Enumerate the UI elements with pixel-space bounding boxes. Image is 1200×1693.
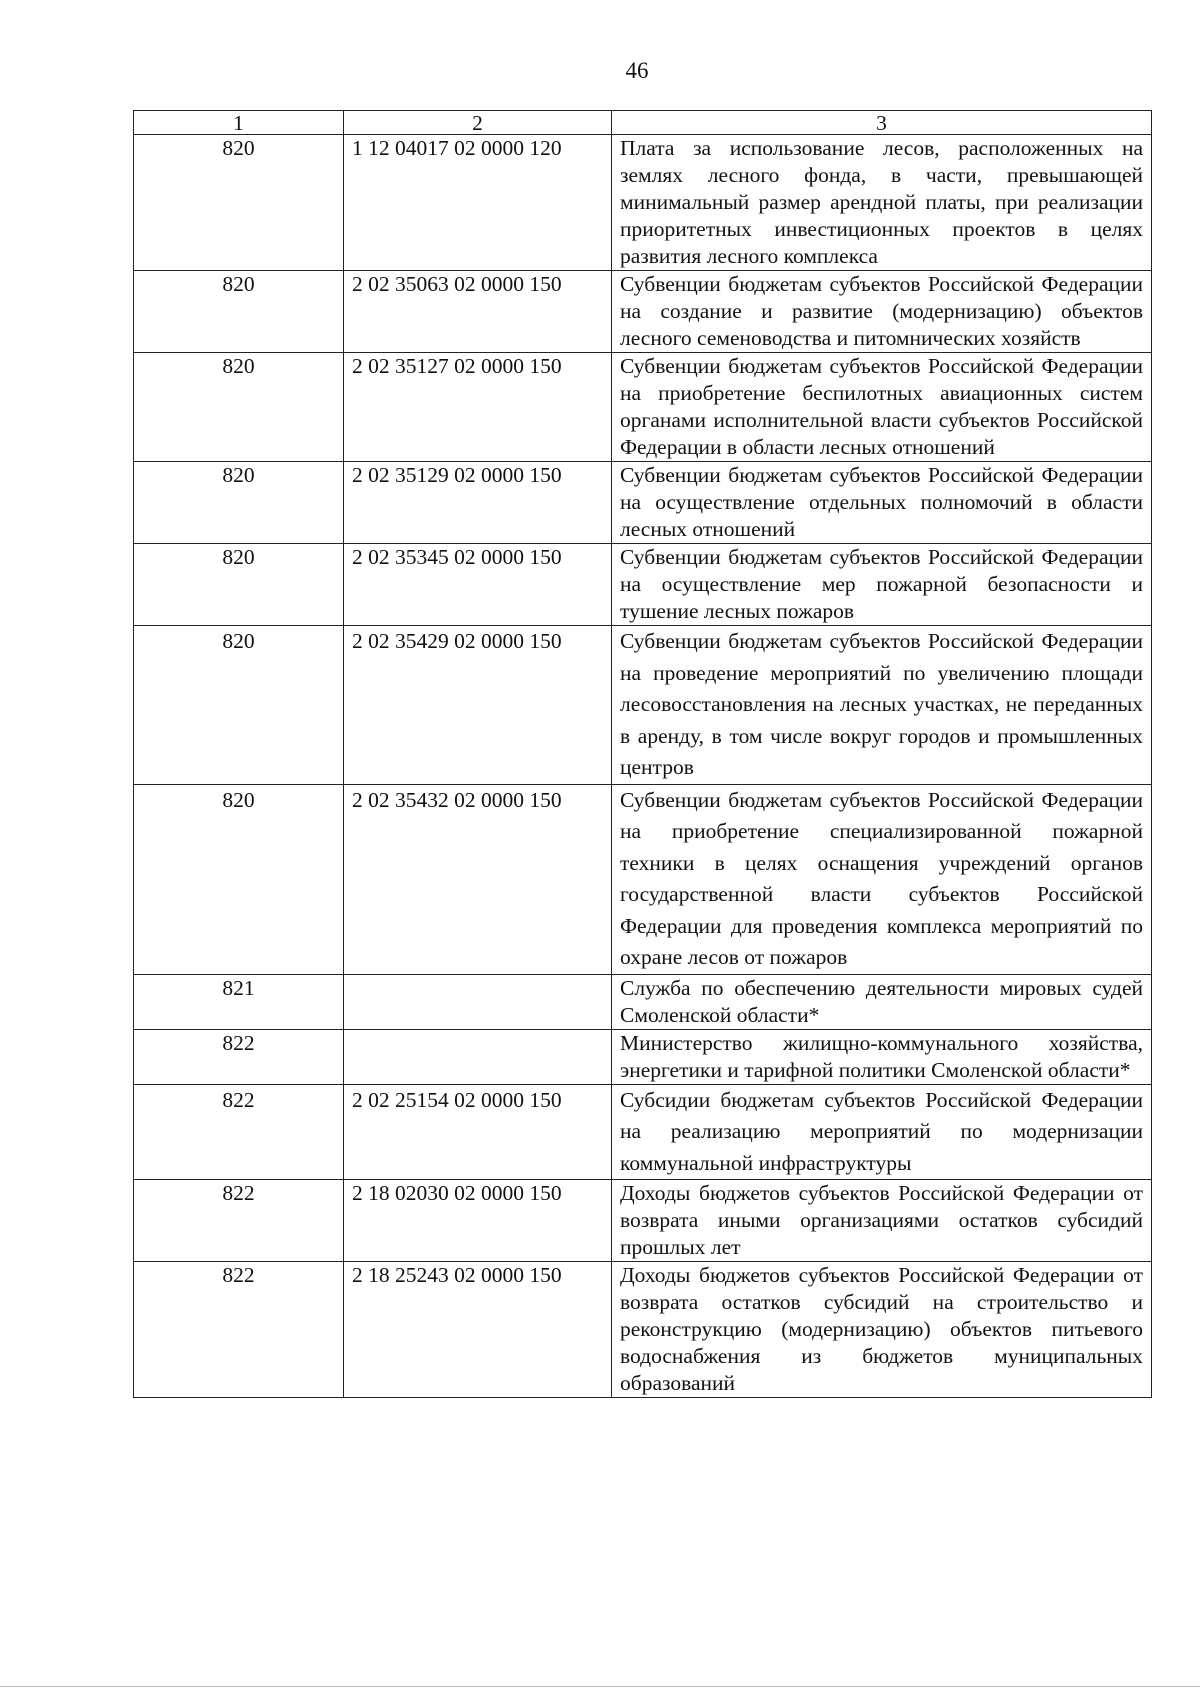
admin-code-cell: 821: [134, 974, 344, 1029]
description-cell: Министерство жилищно-коммунального хозяйства, энергетики и тарифной политики Смоленской области*: [612, 1029, 1152, 1084]
description-cell: Субсидии бюджетам субъектов Российской Федерации на реализацию мероприятий по модернизации коммунальной инфраструктуры: [612, 1084, 1152, 1180]
table-row: [134, 626, 1152, 785]
admin-code-cell: 820: [134, 544, 344, 626]
admin-code-cell: 820: [134, 784, 344, 974]
description-cell: Субвенции бюджетам субъектов Российской Федерации на осуществление мер пожарной безопасности и тушение лесных пожаров: [612, 544, 1152, 626]
table-row: [134, 271, 1152, 353]
admin-code-cell: 820: [134, 462, 344, 544]
description-cell: Субвенции бюджетам субъектов Российской Федерации на создание и развитие (модернизацию) объектов лесного семеноводства и питомнических хозяйств: [612, 271, 1152, 353]
revenue-code-cell: 2 02 35129 02 0000 150: [344, 462, 612, 544]
scan-edge-line: [0, 1686, 1200, 1687]
description-cell: Субвенции бюджетам субъектов Российской Федерации на приобретение специализированной пожарной техники в целях оснащения учреждений органов государственной власти субъектов Российской Федерации для проведения комплекса мероприятий по охране лесов от пожаров: [612, 784, 1152, 974]
revenue-code-cell: 1 12 04017 02 0000 120: [344, 135, 612, 271]
description-cell: Плата за использование лесов, расположенных на землях лесного фонда, в части, превышающей минимальный размер арендной платы, при реализации приоритетных инвестиционных проектов в целях развития лесного комплекса: [612, 135, 1152, 271]
table-row: [134, 1084, 1152, 1180]
revenue-code-cell: [344, 974, 612, 1029]
description-cell: Служба по обеспечению деятельности мировых судей Смоленской области*: [612, 974, 1152, 1029]
revenue-code-cell: 2 18 02030 02 0000 150: [344, 1180, 612, 1262]
revenue-code-cell: 2 02 35127 02 0000 150: [344, 353, 612, 462]
table-row: [134, 1262, 1152, 1398]
admin-code-cell: 822: [134, 1084, 344, 1180]
revenue-code-cell: 2 18 25243 02 0000 150: [344, 1262, 612, 1398]
table-row: [134, 1029, 1152, 1084]
table-row: [134, 353, 1152, 462]
table-row: [134, 462, 1152, 544]
revenue-code-cell: 2 02 25154 02 0000 150: [344, 1084, 612, 1180]
column-header-3: 3: [612, 111, 1152, 135]
revenue-code-cell: [344, 1029, 612, 1084]
admin-code-cell: 820: [134, 135, 344, 271]
admin-code-cell: 820: [134, 353, 344, 462]
admin-code-cell: 822: [134, 1029, 344, 1084]
description-cell: Субвенции бюджетам субъектов Российской Федерации на осуществление отдельных полномочий в области лесных отношений: [612, 462, 1152, 544]
table-header-row: [134, 111, 1152, 135]
table-row: [134, 784, 1152, 974]
table-row: [134, 974, 1152, 1029]
revenue-codes-table: [133, 110, 1152, 1398]
column-header-1: 1: [134, 111, 344, 135]
description-cell: Доходы бюджетов субъектов Российской Федерации от возврата иными организациями остатков субсидий прошлых лет: [612, 1180, 1152, 1262]
admin-code-cell: 822: [134, 1180, 344, 1262]
description-cell: Субвенции бюджетам субъектов Российской Федерации на проведение мероприятий по увеличению площади лесовосстановления на лесных участках, не переданных в аренду, в том числе вокруг городов и промышленных центров: [612, 626, 1152, 785]
description-cell: Субвенции бюджетам субъектов Российской Федерации на приобретение беспилотных авиационных систем органами исполнительной власти субъектов Российской Федерации в области лесных отношений: [612, 353, 1152, 462]
description-cell: Доходы бюджетов субъектов Российской Федерации от возврата остатков субсидий на строительство и реконструкцию (модернизацию) объектов питьевого водоснабжения из бюджетов муниципальных образований: [612, 1262, 1152, 1398]
table-row: [134, 1180, 1152, 1262]
revenue-code-cell: 2 02 35063 02 0000 150: [344, 271, 612, 353]
admin-code-cell: 820: [134, 626, 344, 785]
column-header-2: 2: [344, 111, 612, 135]
revenue-code-cell: 2 02 35432 02 0000 150: [344, 784, 612, 974]
revenue-code-cell: 2 02 35345 02 0000 150: [344, 544, 612, 626]
table-row: [134, 544, 1152, 626]
table-row: [134, 135, 1152, 271]
admin-code-cell: 822: [134, 1262, 344, 1398]
admin-code-cell: 820: [134, 271, 344, 353]
page-number: 46: [625, 58, 649, 83]
revenue-code-cell: 2 02 35429 02 0000 150: [344, 626, 612, 785]
